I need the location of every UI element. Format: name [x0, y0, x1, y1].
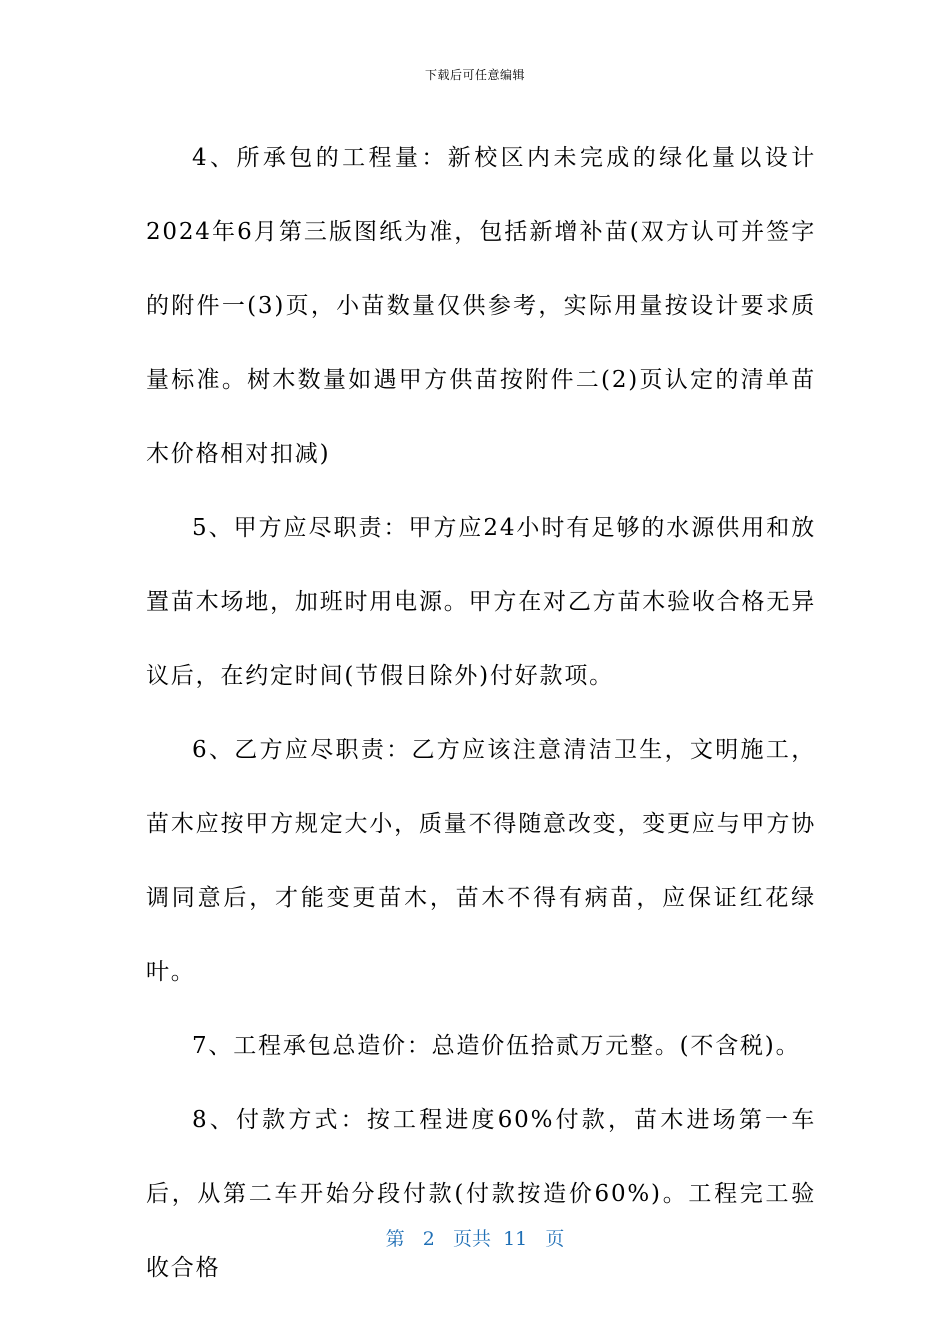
paragraph-party-b-duties: 6、乙方应尽职责：乙方应该注意清洁卫生，文明施工，苗木应按甲方规定大小，质量不得随意改变，变更应与甲方协调同意后，才能变更苗木，苗木不得有病苗，应保证红花绿叶。 [146, 737, 816, 985]
header-note: 下载后可任意编辑 [424, 68, 525, 82]
paragraph-party-a-duties: 5、甲方应尽职责：甲方应24小时有足够的水源供用和放置苗木场地，加班时用电源。甲方在对乙方苗木验收合格无异议后，在约定时间(节假日除外)付好款项。 [146, 515, 816, 689]
current-page-number: 2 [422, 1228, 435, 1250]
paragraph-total-price: 7、工程承包总造价：总造价伍拾贰万元整。(不含税)。 [192, 1033, 801, 1059]
page-footer [0, 1224, 950, 1251]
page-suffix: 页 [545, 1228, 565, 1250]
page-prefix: 第 [385, 1228, 405, 1250]
document-body [146, 121, 816, 1305]
page-mid-text: 页共 [452, 1228, 491, 1250]
paragraph-scope-of-work: 4、所承包的工程量：新校区内未完成的绿化量以设计2024年6月第三版图纸为准，包括新增补苗(双方认可并签字的附件一(3)页，小苗数量仅供参考，实际用量按设计要求质量标准。树木数量如遇甲方供苗按附件二(2)页认定的清单苗木价格相对扣减) [146, 145, 816, 467]
paragraph-payment-terms: 8、付款方式：按工程进度60%付款，苗木进场第一车后，从第二车开始分段付款(付款按造价60%)。工程完工验收合格 [146, 1107, 816, 1281]
total-pages-number: 11 [503, 1228, 528, 1250]
